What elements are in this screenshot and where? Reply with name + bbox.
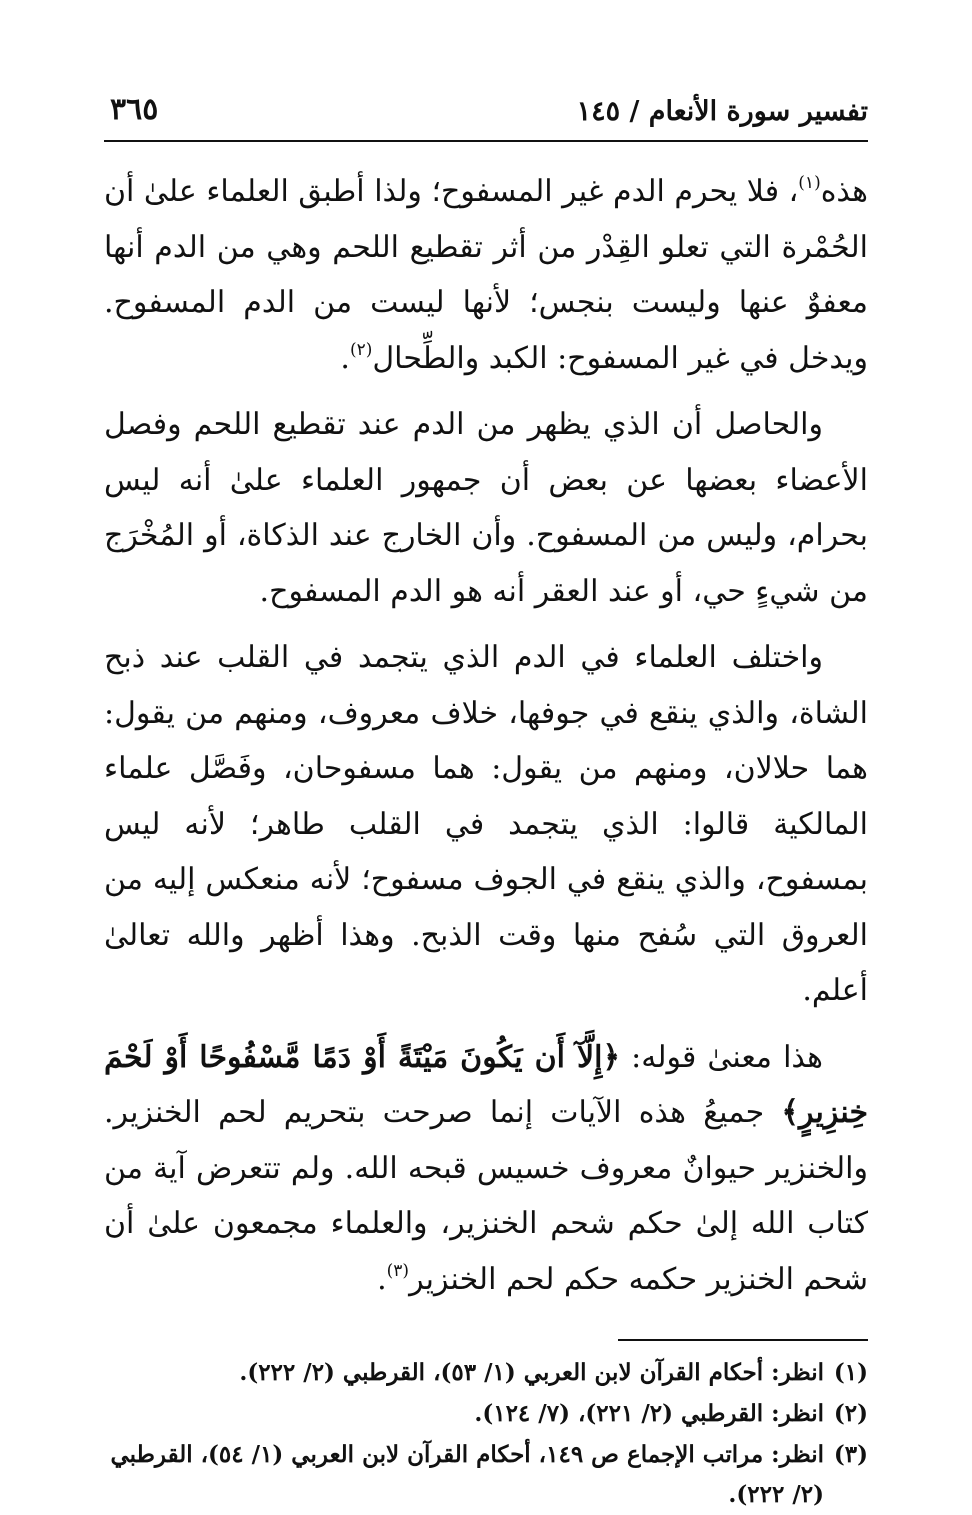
footnote-1-number: (١) <box>833 1359 868 1386</box>
paragraph-1-end: . <box>340 340 350 376</box>
paragraph-2: والحاصل أن الذي يظهر من الدم عند تقطيع اللحم وفصل الأعضاء بعضها عن بعض أن جمهور العلماء علىٰ أنه ليس بحرام، وليس من المسفوح. وأن الخارج عند الذكاة، أو المُخْرَج من شيءٍ حي، أو عند العقر أنه هو الدم المسفوح. <box>104 407 868 609</box>
footnote-2 <box>104 1394 868 1434</box>
main-text <box>104 164 868 1307</box>
header-title: تفسير سورة الأنعام / ١٤٥ <box>576 96 868 127</box>
footnote-2-text: انظر: القرطبي (٢/ ٢٢١)، (٧/ ١٢٤). <box>474 1400 824 1427</box>
paragraph-4 <box>104 1030 868 1308</box>
paragraph-1-body: ، فلا يحرم الدم غير المسفوح؛ ولذا أطبق العلماء علىٰ أن الحُمْرة التي تعلو القِدْر من أثر تقطيع اللحم وهي من الدم أنها معفوٌ عنها وليست بنجس؛ لأنها ليست من الدم المسفوح. ويدخل في غير المسفوح: الكبد والطِّحال <box>104 174 868 376</box>
page-number: ٣٦٥ <box>110 92 159 127</box>
quran-bracket-close: ﴾ <box>781 1095 799 1130</box>
footnote-divider <box>618 1339 868 1341</box>
paragraph-1 <box>104 164 868 386</box>
footnote-ref-3: (٣) <box>386 1260 410 1281</box>
footnote-1-text: انظر: أحكام القرآن لابن العربي (١/ ٥٣)، القرطبي (٢/ ٢٢٢). <box>239 1359 824 1386</box>
book-page <box>104 90 868 1508</box>
footnotes <box>104 1353 868 1515</box>
footnote-ref-1: (١) <box>798 173 821 193</box>
paragraph-4-start: هذا معنىٰ قوله: <box>631 1039 823 1075</box>
footnote-ref-2: (٢) <box>349 339 373 360</box>
footnote-1 <box>104 1353 868 1393</box>
footnote-3-text: انظر: مراتب الإجماع ص ١٤٩، أحكام القرآن لابن العربي (١/ ٥٤)، القرطبي (٢/ ٢٢٢). <box>110 1441 824 1508</box>
running-header <box>104 90 868 142</box>
paragraph-3: واختلف العلماء في الدم الذي يتجمد في القلب عند ذبح الشاة، والذي ينقع في جوفها، خلاف معروف، ومنهم من يقول: هما حلالان، ومنهم من يقول: هما مسفوحان، وفَصَّل علماء المالكية قالوا: الذي يتجمد في القلب طاهر؛ لأنه ليس بمسفوح، والذي ينقع في الجوف مسفوح؛ لأنه منعكس إليه من العروق التي سُفح منها وقت الذبح. وهذا أظهر والله تعالىٰ أعلم. <box>104 640 868 1008</box>
footnote-2-number: (٢) <box>833 1400 868 1427</box>
quran-verse: إِلَّآ أَن يَكُونَ مَيْتَةً أَوْ دَمًا مَّسْفُوحًا أَوْ لَحْمَ خِنزِيرٍ <box>104 1039 868 1130</box>
paragraph-1-start: هذه <box>820 174 868 209</box>
footnote-3 <box>104 1435 868 1515</box>
paragraph-4-end: . <box>377 1261 387 1297</box>
footnote-3-number: (٣) <box>833 1441 868 1468</box>
quran-bracket-open: ﴿ <box>602 1039 621 1075</box>
paragraph-4-body: جميعُ هذه الآيات إنما صرحت بتحريم لحم الخنزير. والخنزير حيوانٌ معروف خسيس قبحه الله. ولم تتعرض آية من كتاب الله إلىٰ حكم شحم الخنزير، والعلماء مجمعون علىٰ أن شحم الخنزير حكمه حكم لحم الخنزير <box>104 1095 868 1297</box>
